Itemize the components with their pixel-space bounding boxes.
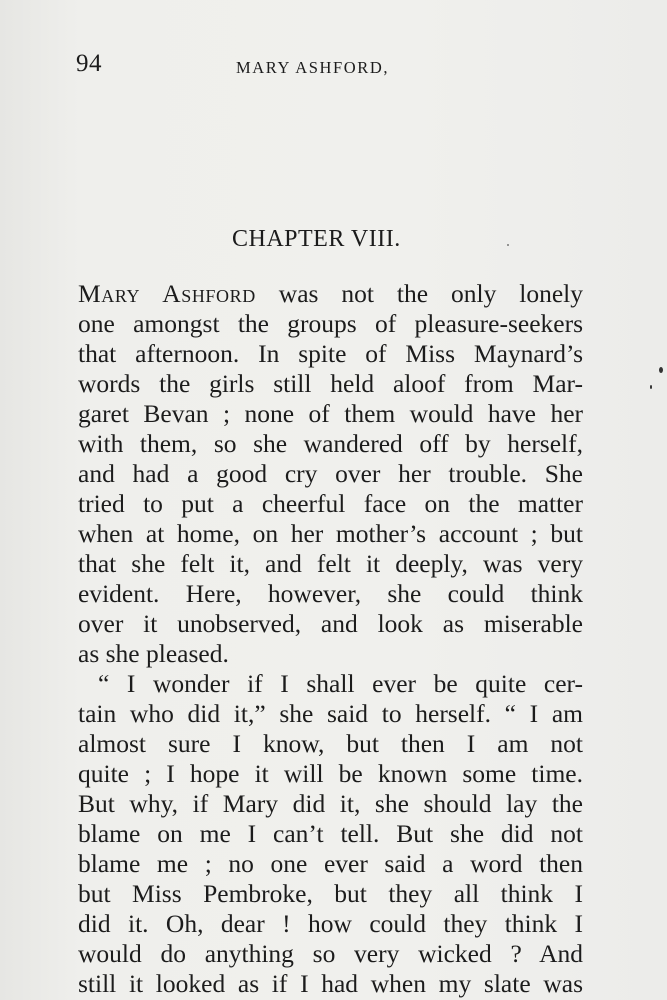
- text-line: that afternoon. In spite of Miss Maynard’s: [78, 339, 583, 368]
- running-head: MARY ASHFORD,: [236, 58, 390, 77]
- text-line: blame on me I can’t tell. But she did not: [78, 819, 583, 848]
- text-line: when at home, on her mother’s account ; but: [78, 519, 583, 548]
- text-line-rest: was not the only lonely: [255, 279, 584, 308]
- text-line: but Miss Pembroke, but they all think I: [78, 879, 583, 908]
- chapter-title: CHAPTER VIII.: [232, 226, 401, 252]
- page-number: 94: [76, 50, 102, 77]
- text-line: did it. Oh, dear ! how could they think I: [78, 909, 583, 938]
- text-line: still it looked as if I had when my slate was: [78, 969, 583, 998]
- text-line: over it unobserved, and look as miserable: [78, 609, 583, 638]
- paper-speck: [507, 244, 509, 246]
- opening-small-caps: Mary Ashford: [78, 279, 256, 308]
- text-line: one amongst the groups of pleasure-seekers: [78, 309, 583, 338]
- text-line: evident. Here, however, she could think: [78, 579, 583, 608]
- text-line: that she felt it, and felt it deeply, was very: [78, 549, 583, 578]
- text-line: quite ; I hope it will be known some time.: [78, 759, 583, 788]
- text-line: [78, 279, 583, 309]
- text-line: with them, so she wandered off by herself,: [78, 429, 583, 458]
- text-line: garet Bevan ; none of them would have her: [78, 399, 583, 428]
- text-line: “ I wonder if I shall ever be quite cer-: [98, 669, 583, 698]
- text-line: tain who did it,” she said to herself. “ I am: [78, 699, 583, 728]
- text-line: almost sure I know, but then I am not: [78, 729, 583, 758]
- text-line: words the girls still held aloof from Mar-: [78, 369, 583, 398]
- text-line: tried to put a cheerful face on the matter: [78, 489, 583, 518]
- text-line: But why, if Mary did it, she should lay the: [78, 789, 583, 818]
- text-line: blame me ; no one ever said a word then: [78, 849, 583, 878]
- text-line: would do anything so very wicked ? And: [78, 939, 583, 968]
- text-line: and had a good cry over her trouble. She: [78, 459, 583, 488]
- paper-speck: [659, 367, 663, 373]
- paper-speck: [650, 385, 652, 389]
- text-line: as she pleased.: [78, 639, 229, 668]
